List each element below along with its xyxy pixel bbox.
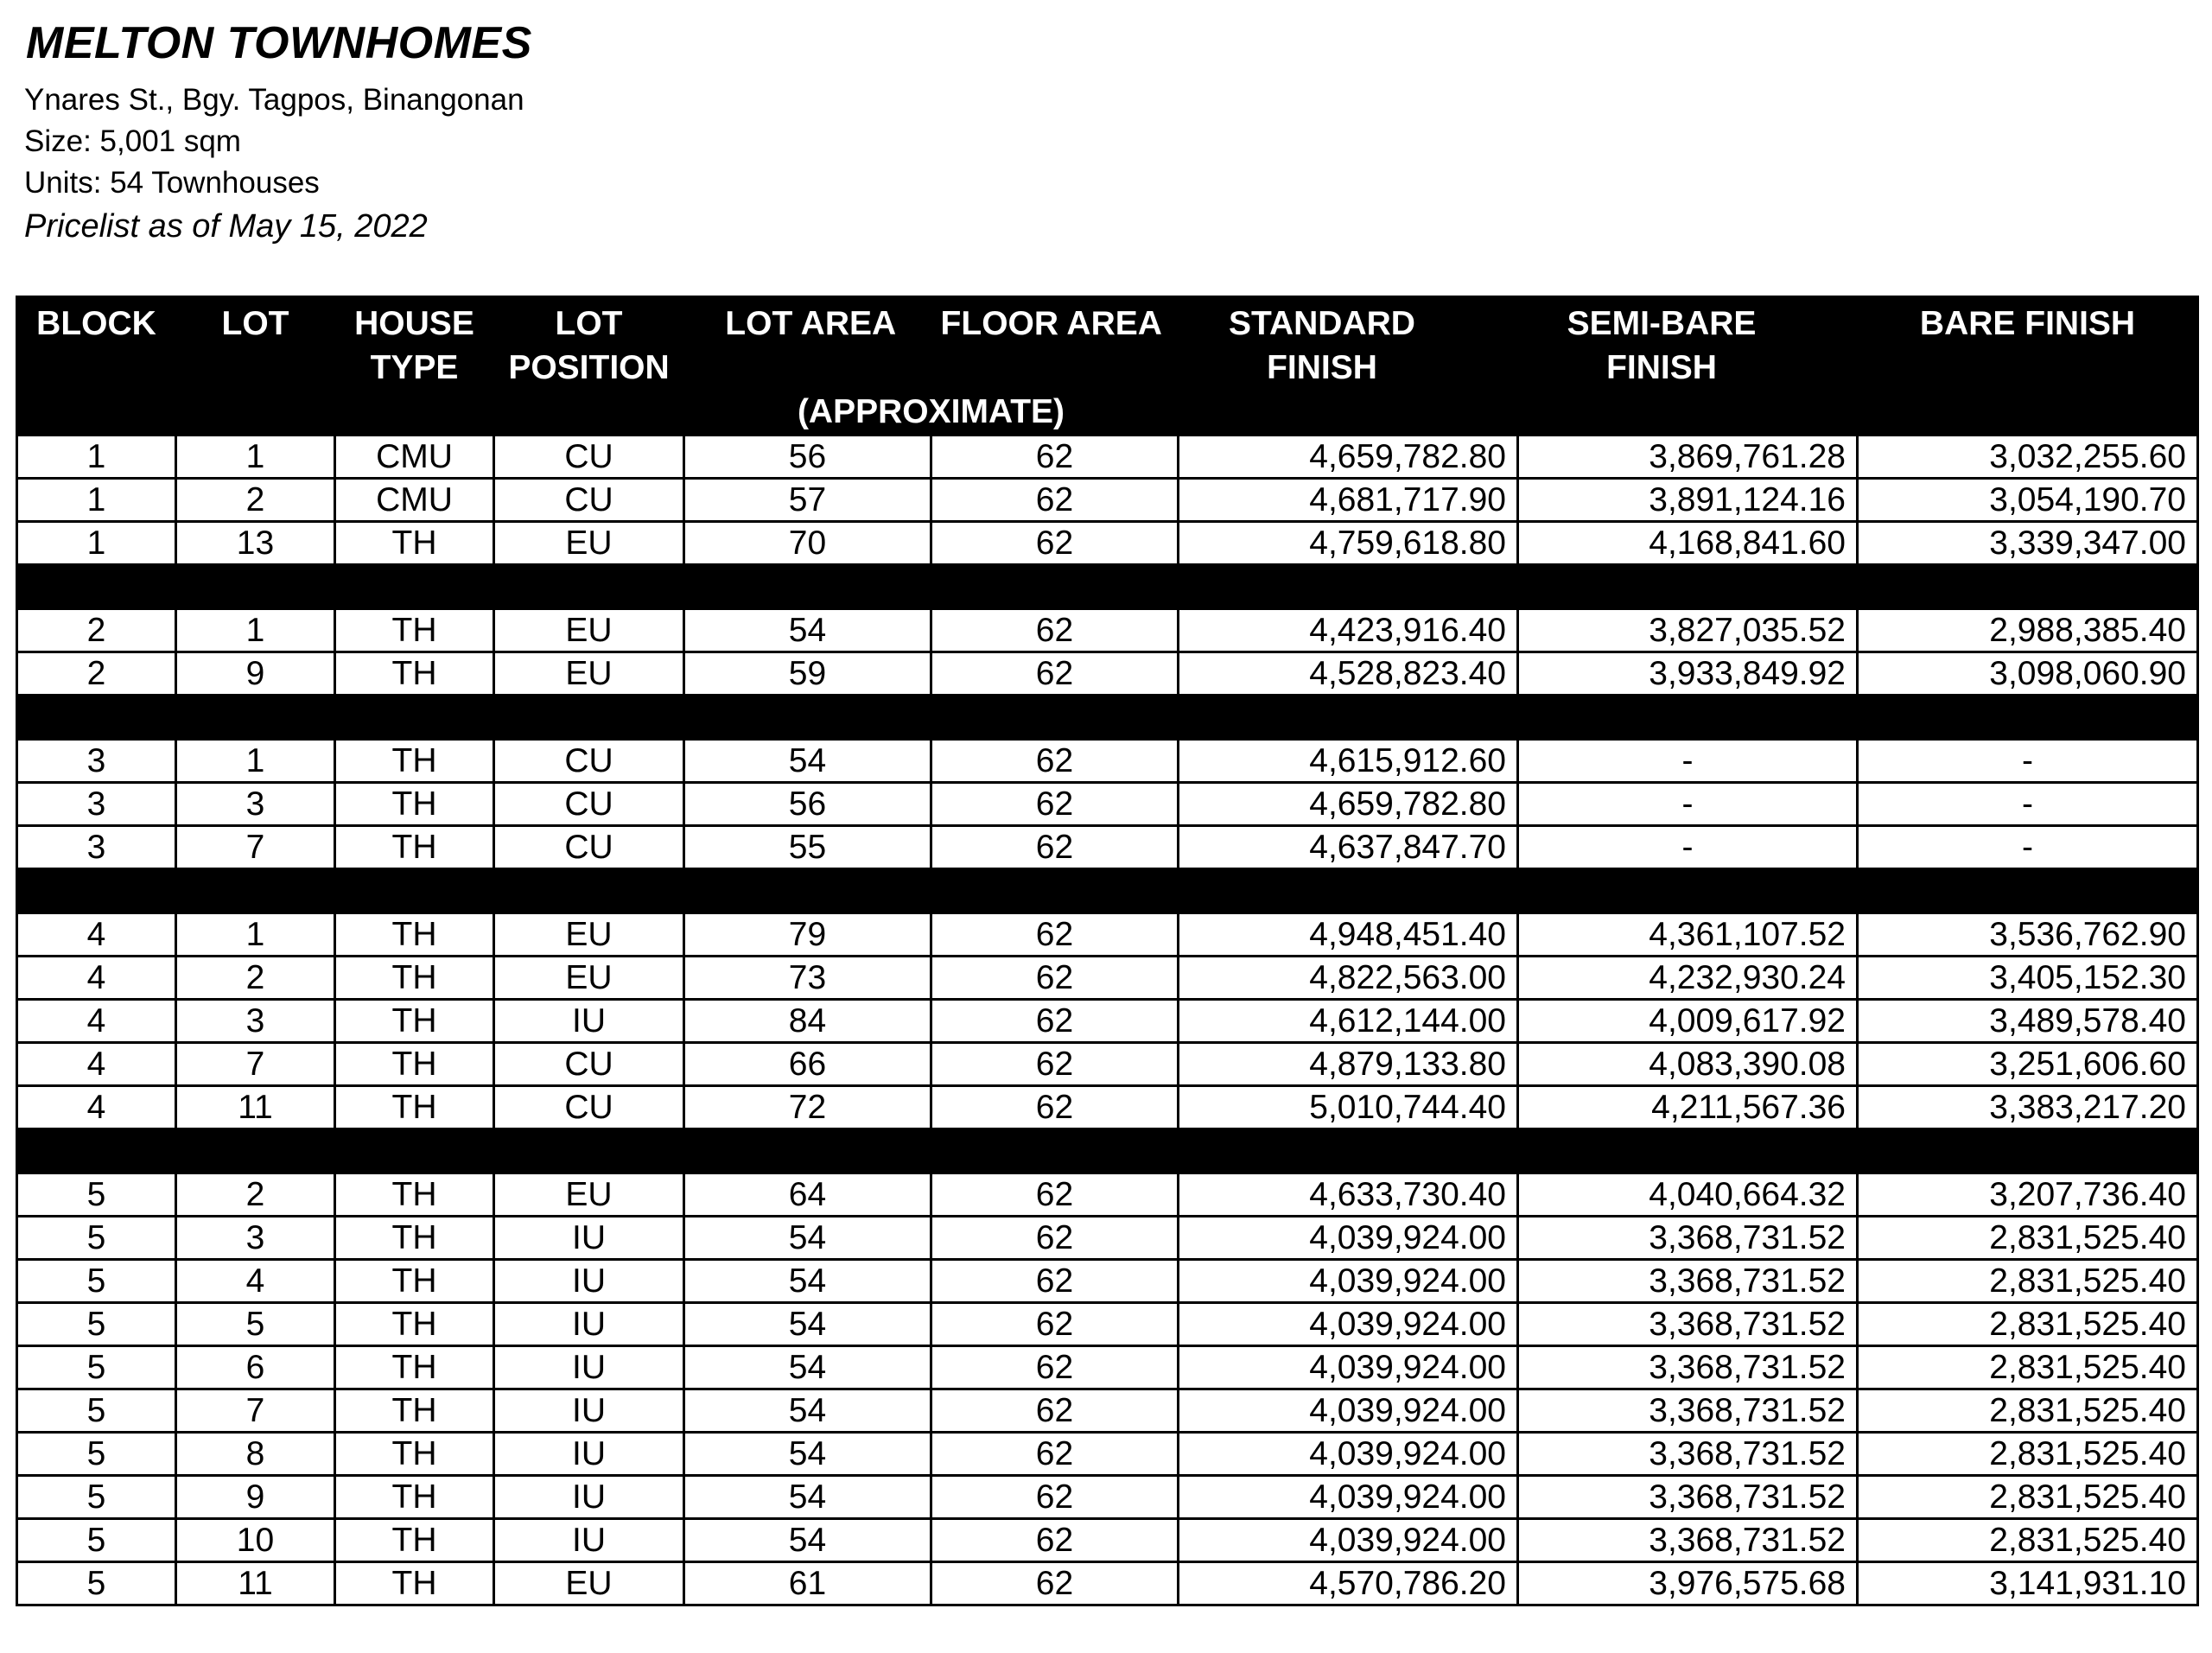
cell-house-type: TH: [335, 1303, 494, 1346]
cell-block: 5: [17, 1562, 176, 1605]
cell-lot-position: EU: [494, 1562, 684, 1605]
cell-block: 1: [17, 522, 176, 565]
cell-bare-finish: 2,831,525.40: [1858, 1519, 2198, 1562]
cell-lot-position: IU: [494, 1217, 684, 1260]
cell-floor-area: 62: [931, 1086, 1179, 1129]
cell-house-type: TH: [335, 957, 494, 1000]
cell-standard-finish: 4,633,730.40: [1179, 1173, 1518, 1217]
cell-house-type: TH: [335, 652, 494, 696]
cell-standard-finish: 4,822,563.00: [1179, 957, 1518, 1000]
cell-block: 3: [17, 740, 176, 783]
project-address: Ynares St., Bgy. Tagpos, Binangonan: [24, 83, 524, 117]
cell-block: 5: [17, 1389, 176, 1433]
cell-lot-position: EU: [494, 957, 684, 1000]
cell-lot-position: IU: [494, 1000, 684, 1043]
cell-house-type: TH: [335, 826, 494, 869]
cell-block: 4: [17, 1043, 176, 1086]
table-row: [17, 1260, 2198, 1303]
cell-house-type: TH: [335, 740, 494, 783]
cell-bare-finish: 3,536,762.90: [1858, 913, 2198, 957]
cell-block: 5: [17, 1346, 176, 1389]
cell-block: 5: [17, 1217, 176, 1260]
cell-house-type: TH: [335, 1562, 494, 1605]
cell-house-type: TH: [335, 1346, 494, 1389]
cell-standard-finish: 4,615,912.60: [1179, 740, 1518, 783]
table-header: [17, 297, 2198, 436]
cell-standard-finish: 4,039,924.00: [1179, 1217, 1518, 1260]
project-size: Size: 5,001 sqm: [24, 124, 241, 158]
cell-semi-bare-finish: -: [1518, 783, 1858, 826]
table-row: [17, 1217, 2198, 1260]
cell-floor-area: 62: [931, 1476, 1179, 1519]
cell-lot-position: IU: [494, 1433, 684, 1476]
cell-semi-bare-finish: 4,009,617.92: [1518, 1000, 1858, 1043]
cell-standard-finish: 4,759,618.80: [1179, 522, 1518, 565]
cell-lot: 6: [176, 1346, 335, 1389]
cell-bare-finish: -: [1858, 826, 2198, 869]
cell-lot: 1: [176, 913, 335, 957]
cell-floor-area: 62: [931, 1173, 1179, 1217]
cell-block: 4: [17, 913, 176, 957]
cell-lot: 7: [176, 1389, 335, 1433]
cell-lot-area: 79: [684, 913, 931, 957]
table-row: [17, 1389, 2198, 1433]
header-standard-finish: STANDARD FINISH: [1179, 297, 1518, 436]
cell-lot-area: 70: [684, 522, 931, 565]
header-area-group: [684, 297, 1179, 436]
cell-house-type: TH: [335, 1389, 494, 1433]
cell-bare-finish: 2,988,385.40: [1858, 609, 2198, 652]
table-row: [17, 1000, 2198, 1043]
cell-lot-area: 84: [684, 1000, 931, 1043]
cell-floor-area: 62: [931, 1303, 1179, 1346]
cell-semi-bare-finish: 3,869,761.28: [1518, 436, 1858, 479]
cell-semi-bare-finish: 3,368,731.52: [1518, 1217, 1858, 1260]
cell-lot-area: 54: [684, 740, 931, 783]
pricelist-date: Pricelist as of May 15, 2022: [24, 208, 428, 245]
header-lot-area: LOT AREA: [725, 305, 897, 342]
cell-semi-bare-finish: 3,368,731.52: [1518, 1433, 1858, 1476]
cell-floor-area: 62: [931, 1562, 1179, 1605]
cell-house-type: TH: [335, 1000, 494, 1043]
cell-standard-finish: 4,039,924.00: [1179, 1346, 1518, 1389]
document-title: MELTON TOWNHOMES: [26, 18, 532, 68]
cell-lot: 3: [176, 1000, 335, 1043]
cell-lot-position: CU: [494, 826, 684, 869]
cell-standard-finish: 4,570,786.20: [1179, 1562, 1518, 1605]
cell-house-type: TH: [335, 1217, 494, 1260]
cell-lot-position: IU: [494, 1476, 684, 1519]
cell-lot-position: CU: [494, 1086, 684, 1129]
cell-lot-position: CU: [494, 436, 684, 479]
cell-lot-area: 66: [684, 1043, 931, 1086]
cell-lot-position: EU: [494, 652, 684, 696]
cell-block: 5: [17, 1173, 176, 1217]
table-row: [17, 609, 2198, 652]
cell-semi-bare-finish: -: [1518, 826, 1858, 869]
cell-lot: 1: [176, 740, 335, 783]
cell-lot-position: IU: [494, 1260, 684, 1303]
cell-lot: 3: [176, 783, 335, 826]
table-row: [17, 913, 2198, 957]
table-row: [17, 1086, 2198, 1129]
cell-standard-finish: 4,659,782.80: [1179, 436, 1518, 479]
table-row: [17, 957, 2198, 1000]
cell-house-type: TH: [335, 1173, 494, 1217]
table-row: [17, 479, 2198, 522]
cell-lot-position: CU: [494, 740, 684, 783]
cell-lot-area: 54: [684, 1303, 931, 1346]
cell-lot-position: IU: [494, 1389, 684, 1433]
cell-standard-finish: 4,039,924.00: [1179, 1476, 1518, 1519]
cell-floor-area: 62: [931, 1519, 1179, 1562]
cell-semi-bare-finish: 3,368,731.52: [1518, 1260, 1858, 1303]
cell-house-type: TH: [335, 1260, 494, 1303]
cell-semi-bare-finish: 3,976,575.68: [1518, 1562, 1858, 1605]
cell-standard-finish: 5,010,744.40: [1179, 1086, 1518, 1129]
cell-bare-finish: 2,831,525.40: [1858, 1303, 2198, 1346]
cell-bare-finish: 3,339,347.00: [1858, 522, 2198, 565]
cell-floor-area: 62: [931, 609, 1179, 652]
cell-house-type: TH: [335, 522, 494, 565]
cell-semi-bare-finish: 3,368,731.52: [1518, 1346, 1858, 1389]
cell-lot-position: EU: [494, 609, 684, 652]
cell-bare-finish: 3,405,152.30: [1858, 957, 2198, 1000]
cell-lot: 3: [176, 1217, 335, 1260]
block-separator: [17, 869, 2198, 913]
cell-standard-finish: 4,681,717.90: [1179, 479, 1518, 522]
cell-block: 3: [17, 826, 176, 869]
header-row: [17, 297, 2198, 436]
table-row: [17, 1476, 2198, 1519]
cell-block: 4: [17, 957, 176, 1000]
cell-bare-finish: -: [1858, 783, 2198, 826]
cell-bare-finish: 3,098,060.90: [1858, 652, 2198, 696]
cell-house-type: TH: [335, 1433, 494, 1476]
cell-standard-finish: 4,039,924.00: [1179, 1389, 1518, 1433]
cell-lot-position: IU: [494, 1519, 684, 1562]
cell-lot-position: IU: [494, 1346, 684, 1389]
cell-house-type: TH: [335, 913, 494, 957]
cell-semi-bare-finish: 3,933,849.92: [1518, 652, 1858, 696]
cell-lot-area: 54: [684, 1476, 931, 1519]
cell-block: 3: [17, 783, 176, 826]
project-units: Units: 54 Townhouses: [24, 166, 320, 200]
cell-block: 4: [17, 1086, 176, 1129]
cell-lot-area: 54: [684, 1519, 931, 1562]
cell-semi-bare-finish: 3,368,731.52: [1518, 1389, 1858, 1433]
cell-lot-position: EU: [494, 1173, 684, 1217]
cell-lot: 4: [176, 1260, 335, 1303]
header-bare-finish: BARE FINISH: [1858, 297, 2198, 436]
cell-lot-area: 56: [684, 436, 931, 479]
cell-lot-position: EU: [494, 522, 684, 565]
pricelist-table-container: [16, 296, 2196, 1606]
table-row: [17, 783, 2198, 826]
cell-house-type: TH: [335, 1476, 494, 1519]
cell-lot-area: 54: [684, 1433, 931, 1476]
cell-bare-finish: 2,831,525.40: [1858, 1476, 2198, 1519]
cell-standard-finish: 4,948,451.40: [1179, 913, 1518, 957]
cell-block: 5: [17, 1433, 176, 1476]
cell-house-type: TH: [335, 1086, 494, 1129]
cell-semi-bare-finish: 3,368,731.52: [1518, 1303, 1858, 1346]
cell-lot-area: 54: [684, 1346, 931, 1389]
cell-lot: 2: [176, 479, 335, 522]
cell-floor-area: 62: [931, 957, 1179, 1000]
table-row: [17, 740, 2198, 783]
cell-floor-area: 62: [931, 826, 1179, 869]
cell-lot-area: 54: [684, 609, 931, 652]
cell-standard-finish: 4,637,847.70: [1179, 826, 1518, 869]
cell-block: 4: [17, 1000, 176, 1043]
cell-lot: 9: [176, 1476, 335, 1519]
cell-semi-bare-finish: -: [1518, 740, 1858, 783]
cell-floor-area: 62: [931, 913, 1179, 957]
cell-semi-bare-finish: 3,368,731.52: [1518, 1519, 1858, 1562]
document-header: [24, 16, 532, 249]
block-separator-row: [17, 1129, 2198, 1173]
cell-bare-finish: 2,831,525.40: [1858, 1260, 2198, 1303]
cell-floor-area: 62: [931, 1433, 1179, 1476]
cell-lot-area: 55: [684, 826, 931, 869]
cell-bare-finish: 3,251,606.60: [1858, 1043, 2198, 1086]
cell-semi-bare-finish: 4,232,930.24: [1518, 957, 1858, 1000]
cell-semi-bare-finish: 4,361,107.52: [1518, 913, 1858, 957]
cell-standard-finish: 4,039,924.00: [1179, 1303, 1518, 1346]
header-semi-bare-finish: SEMI-BARE FINISH: [1518, 297, 1858, 436]
cell-floor-area: 62: [931, 1043, 1179, 1086]
cell-semi-bare-finish: 3,891,124.16: [1518, 479, 1858, 522]
cell-bare-finish: 2,831,525.40: [1858, 1433, 2198, 1476]
cell-floor-area: 62: [931, 1389, 1179, 1433]
cell-lot-position: CU: [494, 1043, 684, 1086]
cell-lot: 11: [176, 1086, 335, 1129]
cell-lot: 8: [176, 1433, 335, 1476]
cell-bare-finish: 3,207,736.40: [1858, 1173, 2198, 1217]
cell-floor-area: 62: [931, 436, 1179, 479]
header-approximate: (APPROXIMATE): [797, 393, 1065, 430]
header-floor-area: FLOOR AREA: [940, 305, 1162, 342]
cell-lot: 1: [176, 436, 335, 479]
cell-lot-position: EU: [494, 913, 684, 957]
cell-bare-finish: 3,032,255.60: [1858, 436, 2198, 479]
cell-lot: 2: [176, 1173, 335, 1217]
cell-semi-bare-finish: 4,040,664.32: [1518, 1173, 1858, 1217]
cell-lot: 2: [176, 957, 335, 1000]
block-separator: [17, 696, 2198, 740]
cell-floor-area: 62: [931, 1000, 1179, 1043]
cell-bare-finish: 3,141,931.10: [1858, 1562, 2198, 1605]
cell-bare-finish: 3,383,217.20: [1858, 1086, 2198, 1129]
cell-lot-area: 61: [684, 1562, 931, 1605]
cell-bare-finish: -: [1858, 740, 2198, 783]
cell-lot-area: 59: [684, 652, 931, 696]
cell-bare-finish: 3,054,190.70: [1858, 479, 2198, 522]
cell-block: 1: [17, 479, 176, 522]
cell-block: 2: [17, 652, 176, 696]
cell-semi-bare-finish: 4,211,567.36: [1518, 1086, 1858, 1129]
cell-house-type: TH: [335, 783, 494, 826]
cell-bare-finish: 2,831,525.40: [1858, 1217, 2198, 1260]
cell-floor-area: 62: [931, 1260, 1179, 1303]
block-separator-row: [17, 565, 2198, 609]
table-row: [17, 652, 2198, 696]
cell-floor-area: 62: [931, 783, 1179, 826]
cell-standard-finish: 4,879,133.80: [1179, 1043, 1518, 1086]
cell-standard-finish: 4,528,823.40: [1179, 652, 1518, 696]
cell-block: 5: [17, 1303, 176, 1346]
cell-lot-area: 54: [684, 1389, 931, 1433]
cell-lot-position: CU: [494, 783, 684, 826]
cell-lot-area: 54: [684, 1217, 931, 1260]
cell-block: 1: [17, 436, 176, 479]
cell-floor-area: 62: [931, 1217, 1179, 1260]
table-row: [17, 1346, 2198, 1389]
cell-bare-finish: 2,831,525.40: [1858, 1346, 2198, 1389]
cell-lot: 7: [176, 826, 335, 869]
cell-standard-finish: 4,039,924.00: [1179, 1260, 1518, 1303]
cell-floor-area: 62: [931, 652, 1179, 696]
cell-house-type: TH: [335, 1519, 494, 1562]
cell-block: 5: [17, 1476, 176, 1519]
cell-floor-area: 62: [931, 1346, 1179, 1389]
cell-standard-finish: 4,659,782.80: [1179, 783, 1518, 826]
table-row: [17, 1303, 2198, 1346]
cell-semi-bare-finish: 4,168,841.60: [1518, 522, 1858, 565]
cell-block: 5: [17, 1519, 176, 1562]
cell-floor-area: 62: [931, 479, 1179, 522]
cell-standard-finish: 4,039,924.00: [1179, 1519, 1518, 1562]
cell-block: 2: [17, 609, 176, 652]
cell-lot: 1: [176, 609, 335, 652]
table-row: [17, 1433, 2198, 1476]
cell-lot-area: 54: [684, 1260, 931, 1303]
cell-lot: 10: [176, 1519, 335, 1562]
cell-house-type: CMU: [335, 479, 494, 522]
cell-semi-bare-finish: 3,827,035.52: [1518, 609, 1858, 652]
table-row: [17, 436, 2198, 479]
cell-semi-bare-finish: 3,368,731.52: [1518, 1476, 1858, 1519]
cell-lot-area: 56: [684, 783, 931, 826]
cell-lot-position: CU: [494, 479, 684, 522]
cell-lot: 13: [176, 522, 335, 565]
block-separator-row: [17, 696, 2198, 740]
table-row: [17, 1562, 2198, 1605]
header-lot-position: LOT POSITION: [494, 297, 684, 436]
cell-lot-area: 73: [684, 957, 931, 1000]
cell-standard-finish: 4,612,144.00: [1179, 1000, 1518, 1043]
block-separator: [17, 1129, 2198, 1173]
cell-lot: 5: [176, 1303, 335, 1346]
cell-semi-bare-finish: 4,083,390.08: [1518, 1043, 1858, 1086]
cell-house-type: TH: [335, 1043, 494, 1086]
block-separator: [17, 565, 2198, 609]
cell-house-type: TH: [335, 609, 494, 652]
cell-lot-area: 64: [684, 1173, 931, 1217]
header-house-type: HOUSE TYPE: [335, 297, 494, 436]
cell-lot-position: IU: [494, 1303, 684, 1346]
cell-lot-area: 72: [684, 1086, 931, 1129]
table-row: [17, 1173, 2198, 1217]
table-row: [17, 522, 2198, 565]
cell-standard-finish: 4,423,916.40: [1179, 609, 1518, 652]
cell-block: 5: [17, 1260, 176, 1303]
pricelist-table: [16, 296, 2199, 1606]
cell-standard-finish: 4,039,924.00: [1179, 1433, 1518, 1476]
header-block: BLOCK: [17, 297, 176, 436]
cell-floor-area: 62: [931, 522, 1179, 565]
table-row: [17, 1043, 2198, 1086]
table-body: [17, 436, 2198, 1605]
table-row: [17, 1519, 2198, 1562]
cell-lot: 9: [176, 652, 335, 696]
cell-bare-finish: 3,489,578.40: [1858, 1000, 2198, 1043]
block-separator-row: [17, 869, 2198, 913]
cell-floor-area: 62: [931, 740, 1179, 783]
cell-lot-area: 57: [684, 479, 931, 522]
table-row: [17, 826, 2198, 869]
header-lot: LOT: [176, 297, 335, 436]
cell-bare-finish: 2,831,525.40: [1858, 1389, 2198, 1433]
cell-lot: 7: [176, 1043, 335, 1086]
cell-lot: 11: [176, 1562, 335, 1605]
cell-house-type: CMU: [335, 436, 494, 479]
